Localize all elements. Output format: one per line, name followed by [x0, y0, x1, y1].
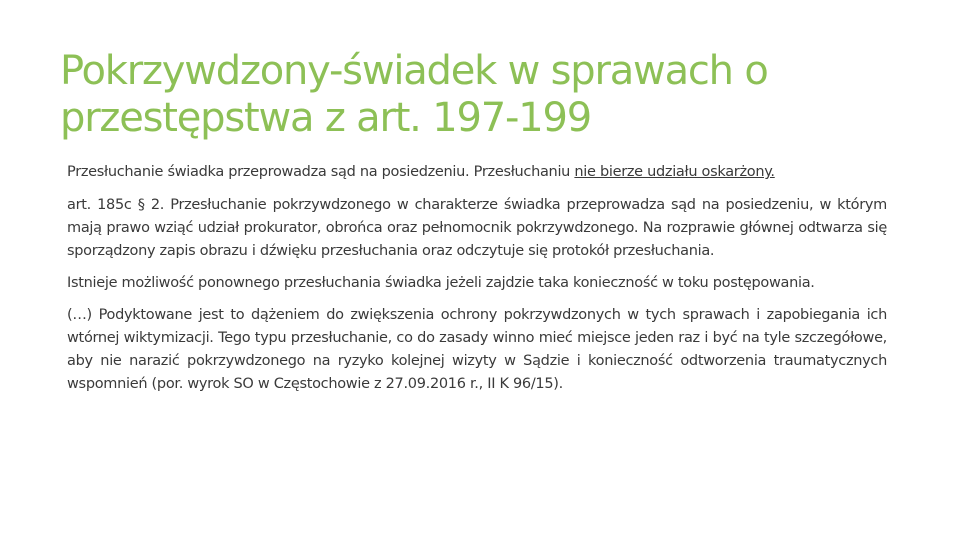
paragraph-hearing: [67, 161, 887, 184]
slide-title: Pokrzywdzony-świadek w sprawach o przestępstwa z art. 197-199: [60, 48, 768, 141]
paragraph-hearing-underlined: nie bierze udziału oskarżony.: [574, 164, 775, 180]
slide-content: [67, 161, 887, 405]
paragraph-hearing-text: Przesłuchanie świadka przeprowadza sąd na posiedzeniu. Przesłuchaniu: [67, 164, 575, 180]
paragraph-repeat-hearing: Istnieje możliwość ponownego przesłuchania świadka jeżeli zajdzie taka konieczność w toku postępowania.: [67, 275, 815, 291]
paragraph-article-185c: art. 185c § 2. Przesłuchanie pokrzywdzonego w charakterze świadka przeprowadza sąd na posiedzeniu, w którym mają prawo wziąć udział prokurator, obrońca oraz pełnomocnik pokrzywdzonego. Na rozprawie głównej odtwarza się sporządzony zapis obrazu i dźwięku przesłuchania oraz odczytuje się protokół przesłuchania.: [67, 197, 887, 259]
paragraph-court-ruling: (…) Podyktowane jest to dążeniem do zwiększenia ochrony pokrzywdzonych w tych sprawach i zapobiegania ich wtórnej wiktymizacji. Tego typu przesłuchanie, co do zasady winno mieć miejsce jeden raz i być na tyle szczegółowe, aby nie narazić pokrzywdzonego na ryzyko kolejnej wizyty w Sądzie i konieczność odtworzenia traumatycznych wspomnień (por. wyrok SO w Częstochowie z 27.09.2016 r., II K 96/15).: [67, 307, 887, 392]
